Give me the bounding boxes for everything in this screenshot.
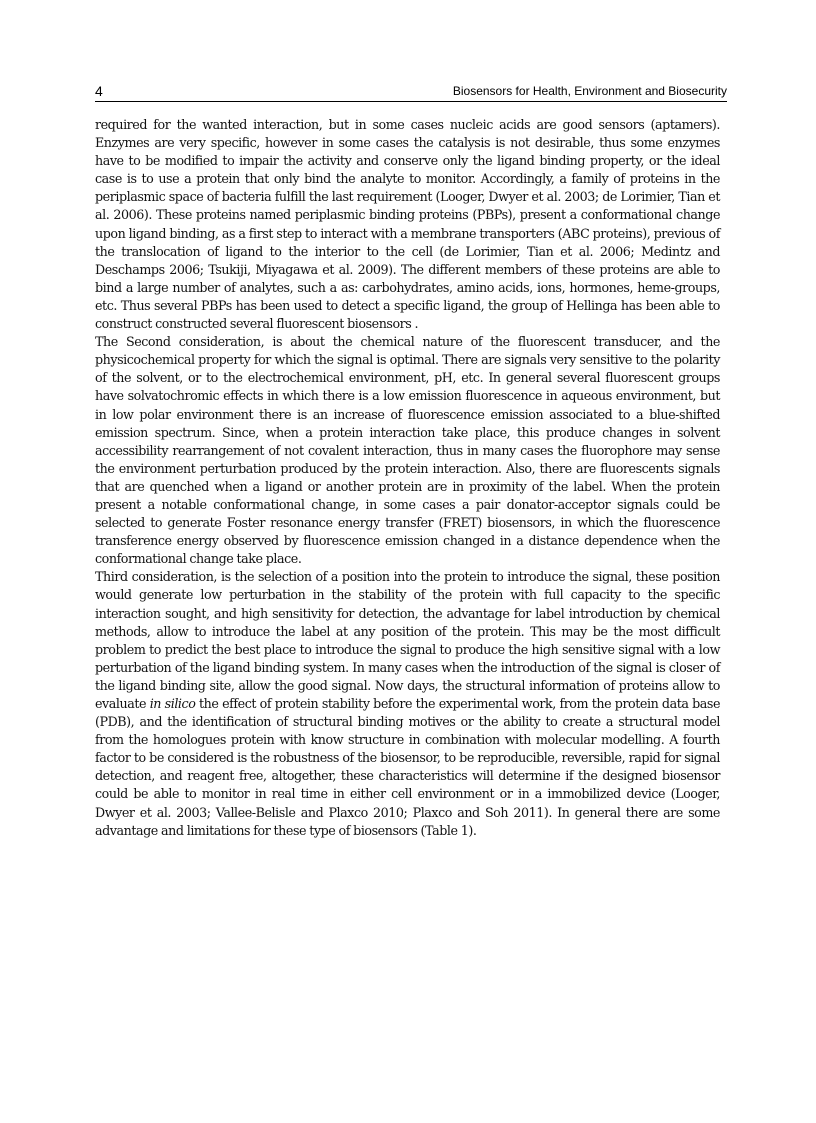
paragraph-second-consideration: The Second consideration, is about the chemical nature of the fluorescent transducer, and the physicochemical property for which the signal is optimal. There are signals very sensitive to the polarity of the solvent, or to the electrochemical environment, pH, etc. In general several fluorescent groups have solvatochromic effects in which there is a low emission fluorescence in aqueous environment, but in low polar environment there is an increase of fluorescence emission associated to a blue-shifted emission spectrum. Since, when a protein interaction take place, this produce changes in solvent accessibility rearrangement of not covalent interaction, thus in many cases the fluorophore may sense the environment perturbation produced by the protein interaction. Also, there are fluorescents signals that are quenched when a ligand or another protein are in proximity of the label. When the protein present a notable conformational change, in some cases a pair donator-acceptor signals could be selected to generate Foster resonance energy transfer (FRET) biosensors, in which the fluorescence transference energy observed by fluorescence emission changed in a distance dependence when the conformational change take place. <box>95 334 720 567</box>
book-title: Biosensors for Health, Environment and Biosecurity <box>452 84 727 98</box>
running-header <box>95 81 727 102</box>
body-text <box>95 116 720 840</box>
paragraph-third-consideration <box>95 568 720 839</box>
paragraph-third-text-a: Third consideration, is the selection of a position into the protein to introduce the signal, these position would generate low perturbation in the stability of the protein with full capacity to the specific interaction sought, and high sensitivity for detection, the advantage for label introduction by chemical methods, allow to introduce the label at any position of the protein. This may be the most difficult problem to predict the best place to introduce the signal to produce the high sensitive signal with a low perturbation of the ligand binding system. In many cases when the introduction of the signal is closer of the ligand binding site, allow the good signal. Now days, the structural information of proteins allow to evaluate <box>95 569 720 711</box>
in-silico-italic: in silico <box>149 696 196 711</box>
paragraph-first: required for the wanted interaction, but in some cases nucleic acids are good sensors (aptamers). Enzymes are very specific, however in some cases the catalysis is not desirable, thus some enzymes have to be modified to impair the activity and conserve only the ligand binding property, or the ideal case is to use a protein that only bind the analyte to monitor. Accordingly, a family of proteins in the periplasmic space of bacteria fulfill the last requirement (Looger, Dwyer et al. 2003; de Lorimier, Tian et al. 2006). These proteins named periplasmic binding proteins (PBPs), present a conformational change upon ligand binding, as a first step to interact with a membrane transporters (ABC proteins), previous of the translocation of ligand to the interior to the cell (de Lorimier, Tian et al. 2006; Medintz and Deschamps 2006; Tsukiji, Miyagawa et al. 2009). The different members of these proteins are able to bind a large number of analytes, such a as: carbohydrates, amino acids, ions, hormones, heme-groups, etc. Thus several PBPs has been used to detect a specific ligand, the group of Hellinga has been able to construct constructed several fluorescent biosensors . <box>95 117 720 332</box>
page-number: 4 <box>95 83 103 99</box>
paragraph-third-text-b: the effect of protein stability before the experimental work, from the protein data base (PDB), and the identification of structural binding motives or the ability to create a structural model from the homologues protein with know structure in combination with molecular modelling. A fourth factor to be considered is the robustness of the biosensor, to be reproducible, reversible, rapid for signal detection, and reagent free, altogether, these characteristics will determine if the designed biosensor could be able to monitor in real time in either cell environment or in a immobilized device (Looger, Dwyer et al. 2003; Vallee-Belisle and Plaxco 2010; Plaxco and Soh 2011). In general there are some advantage and limitations for these type of biosensors (Table 1). <box>95 696 721 838</box>
